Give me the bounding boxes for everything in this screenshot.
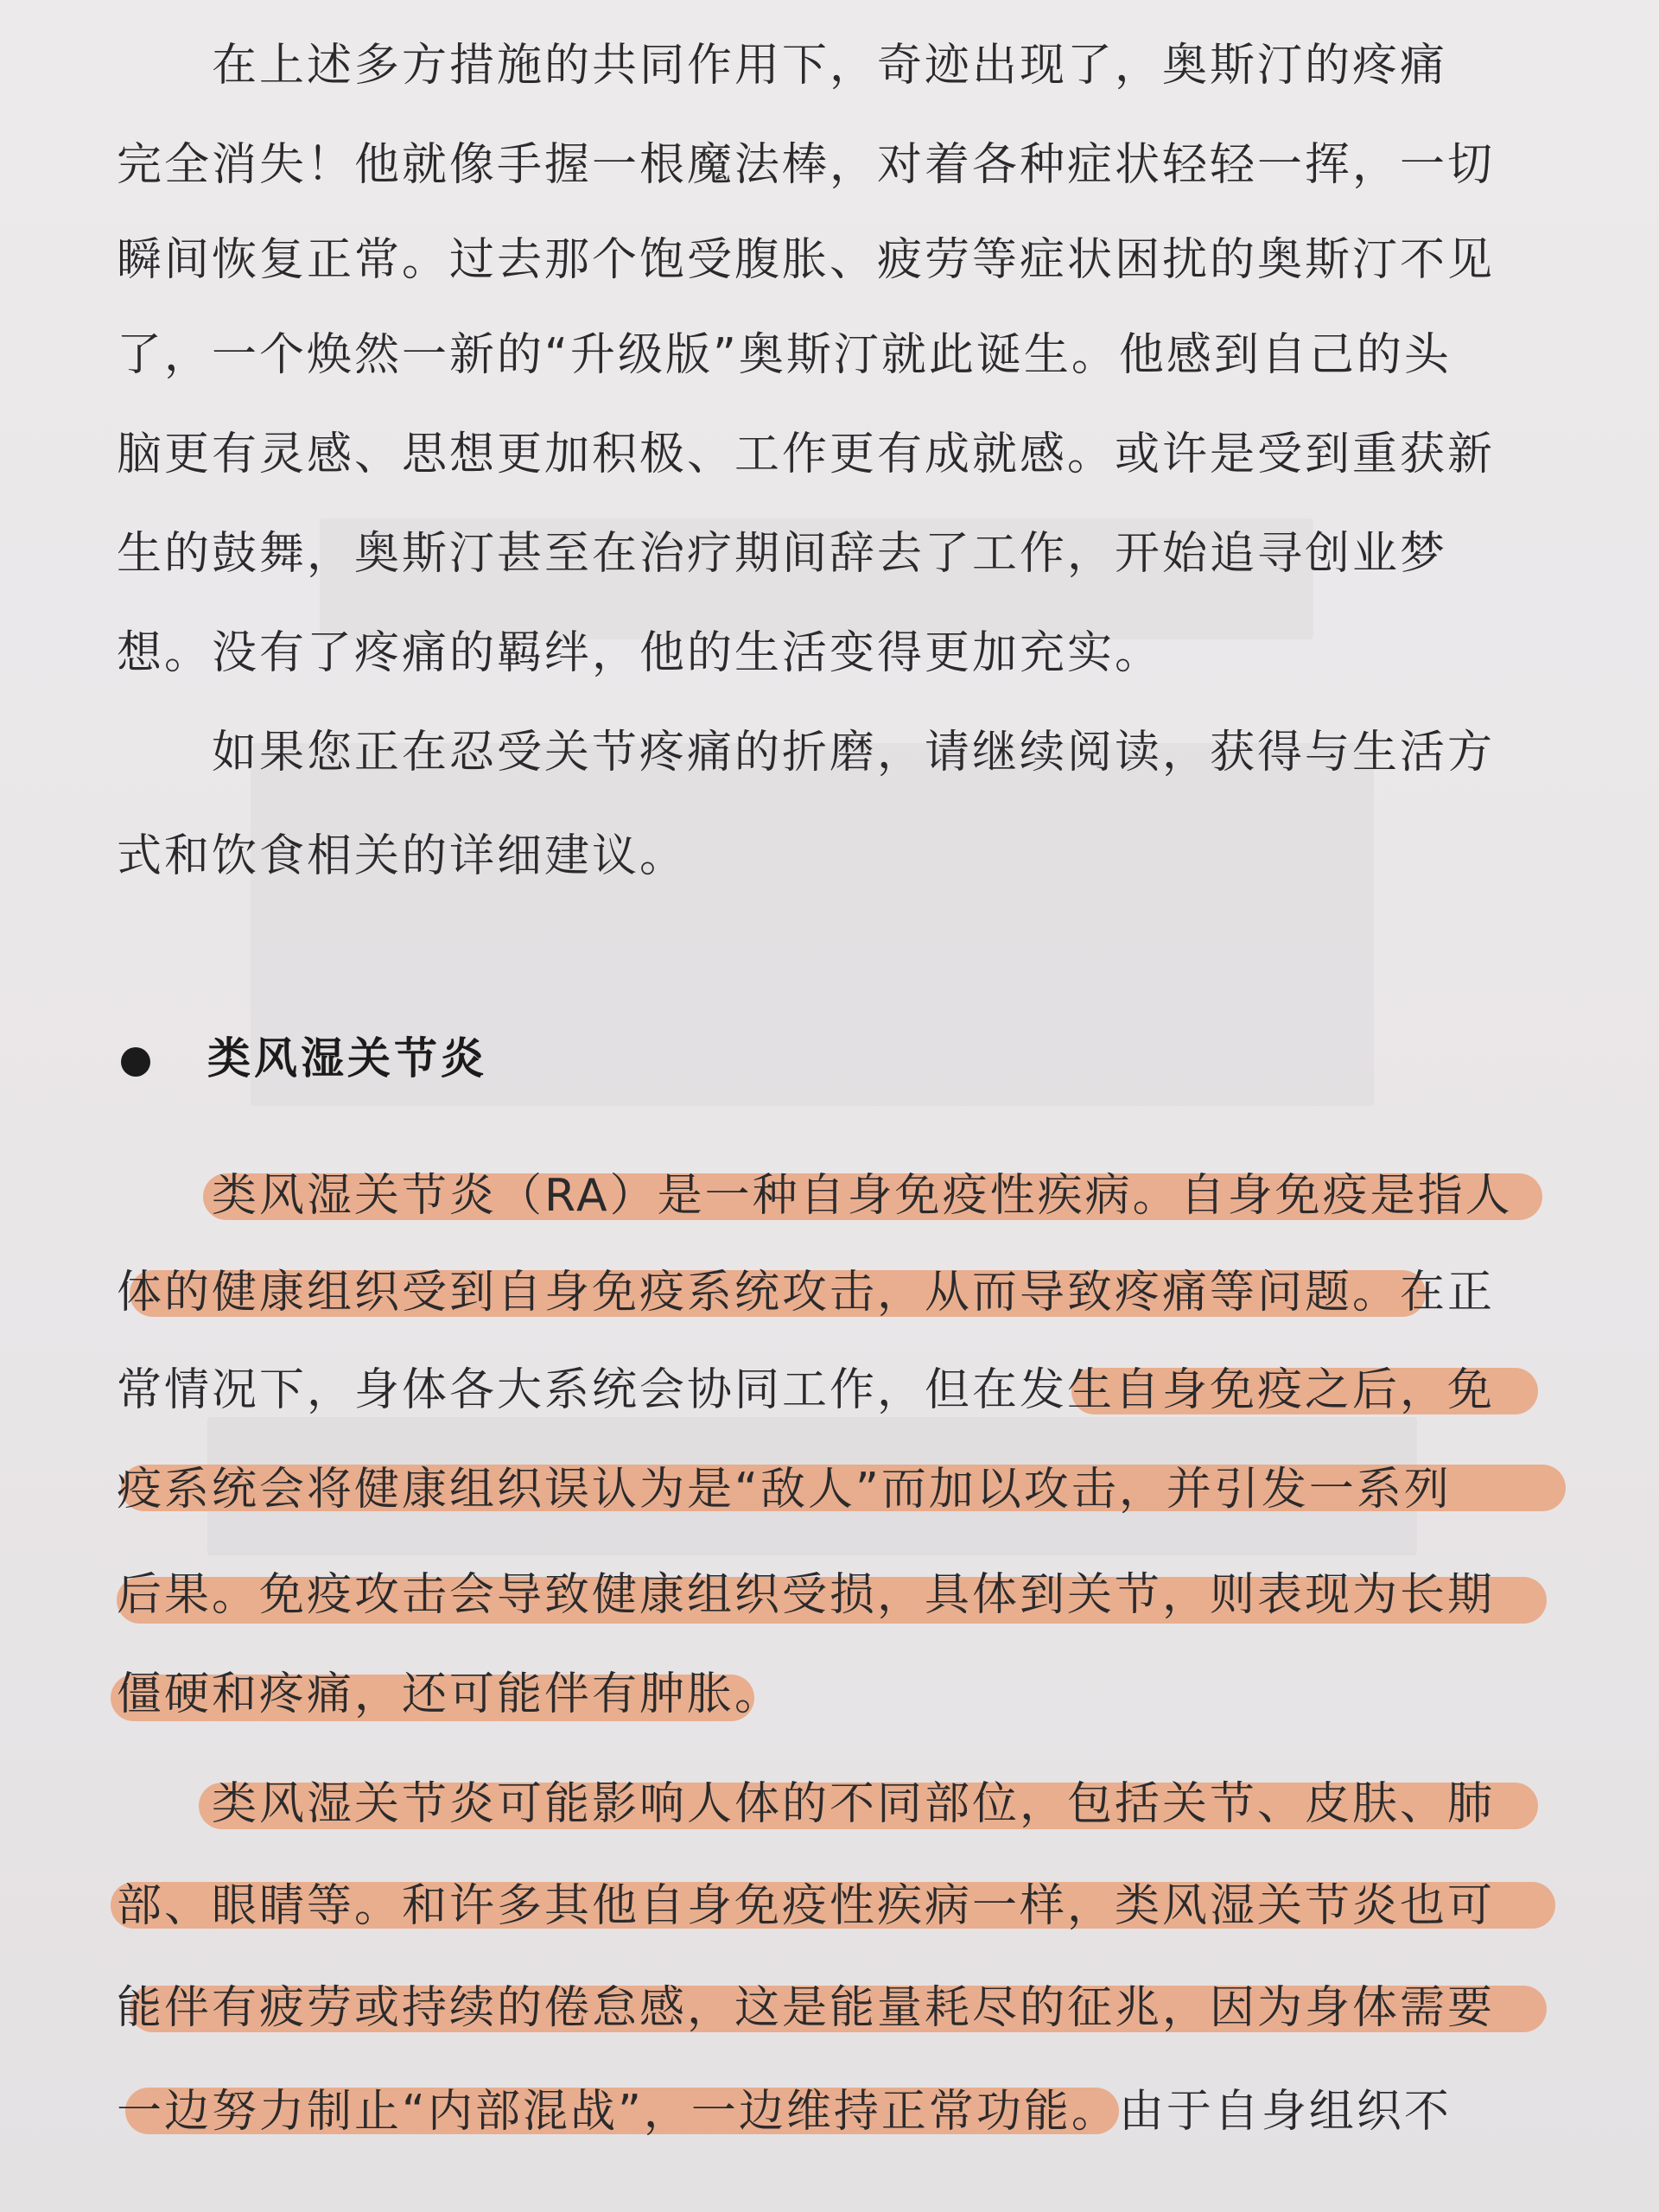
text-line bbox=[0, 2063, 1659, 2160]
text-line-content: 僵硬和疼痛，还可能伴有肿胀。 bbox=[117, 1669, 783, 1720]
text-line-content: 瞬间恢复正常。过去那个饱受腹胀、疲劳等症状困扰的奥斯汀不见 bbox=[117, 234, 1496, 286]
text-line-content: 疫系统会将健康组织误认为是“敌人”而加以攻击，并引发一系列 bbox=[117, 1464, 1452, 1516]
bullet-icon bbox=[121, 1047, 150, 1077]
text-line-content: 式和饮食相关的详细建议。 bbox=[117, 830, 688, 882]
text-line-content: 一边努力制止“内部混战”，一边维持正常功能。由于自身组织不 bbox=[117, 2086, 1452, 2138]
section-heading bbox=[121, 1011, 899, 1106]
text-line bbox=[0, 117, 1659, 213]
text-line bbox=[0, 808, 1659, 905]
text-line bbox=[0, 1960, 1659, 2056]
text-line-content: 完全消失！他就像手握一根魔法棒，对着各种症状轻轻一挥，一切 bbox=[117, 139, 1496, 191]
text-line-content: 常情况下，身体各大系统会协同工作，但在发生自身免疫之后，免 bbox=[117, 1364, 1496, 1416]
section-title: 类风湿关节炎 bbox=[207, 1033, 487, 1084]
text-line bbox=[0, 1756, 1659, 1853]
text-line bbox=[0, 505, 1659, 602]
text-line bbox=[0, 605, 1659, 702]
text-line bbox=[0, 1441, 1659, 1538]
text-line bbox=[0, 17, 1659, 114]
text-line-content: 类风湿关节炎可能影响人体的不同部位，包括关节、皮肤、肺 bbox=[212, 1778, 1496, 1830]
text-line-content: 在上述多方措施的共同作用下，奇迹出现了，奥斯汀的疼痛 bbox=[212, 40, 1448, 92]
text-line-content: 后果。免疫攻击会导致健康组织受损，具体到关节，则表现为长期 bbox=[117, 1569, 1496, 1621]
text-line bbox=[0, 1147, 1659, 1244]
text-line-content: 想。没有了疼痛的羁绊，他的生活变得更加充实。 bbox=[117, 627, 1163, 679]
text-line-content: 如果您正在忍受关节疼痛的折磨，请继续阅读，获得与生活方 bbox=[212, 727, 1496, 779]
text-line-content: 生的鼓舞，奥斯汀甚至在治疗期间辞去了工作，开始追寻创业梦 bbox=[117, 528, 1448, 580]
text-line-content: 能伴有疲劳或持续的倦怠感，这是能量耗尽的征兆，因为身体需要 bbox=[117, 1982, 1496, 2034]
text-line bbox=[0, 406, 1659, 503]
text-line-content: 体的健康组织受到自身免疫系统攻击，从而导致疼痛等问题。在正 bbox=[117, 1267, 1496, 1319]
text-line bbox=[0, 1646, 1659, 1743]
text-line-content: 类风湿关节炎（RA）是一种自身免疫性疾病。自身免疫是指人 bbox=[212, 1170, 1513, 1222]
text-line-content: 了，一个焕然一新的“升级版”奥斯汀就此诞生。他感到自己的头 bbox=[117, 329, 1452, 381]
text-line bbox=[0, 1244, 1659, 1341]
text-line bbox=[0, 1547, 1659, 1643]
text-line bbox=[0, 704, 1659, 801]
text-line bbox=[0, 212, 1659, 308]
text-line bbox=[0, 307, 1659, 404]
text-line bbox=[0, 1342, 1659, 1439]
text-line-content: 脑更有灵感、思想更加积极、工作更有成就感。或许是受到重获新 bbox=[117, 429, 1496, 480]
text-line-content: 部、眼睛等。和许多其他自身免疫性疾病一样，类风湿关节炎也可 bbox=[117, 1880, 1496, 1932]
text-line bbox=[0, 1858, 1659, 1955]
